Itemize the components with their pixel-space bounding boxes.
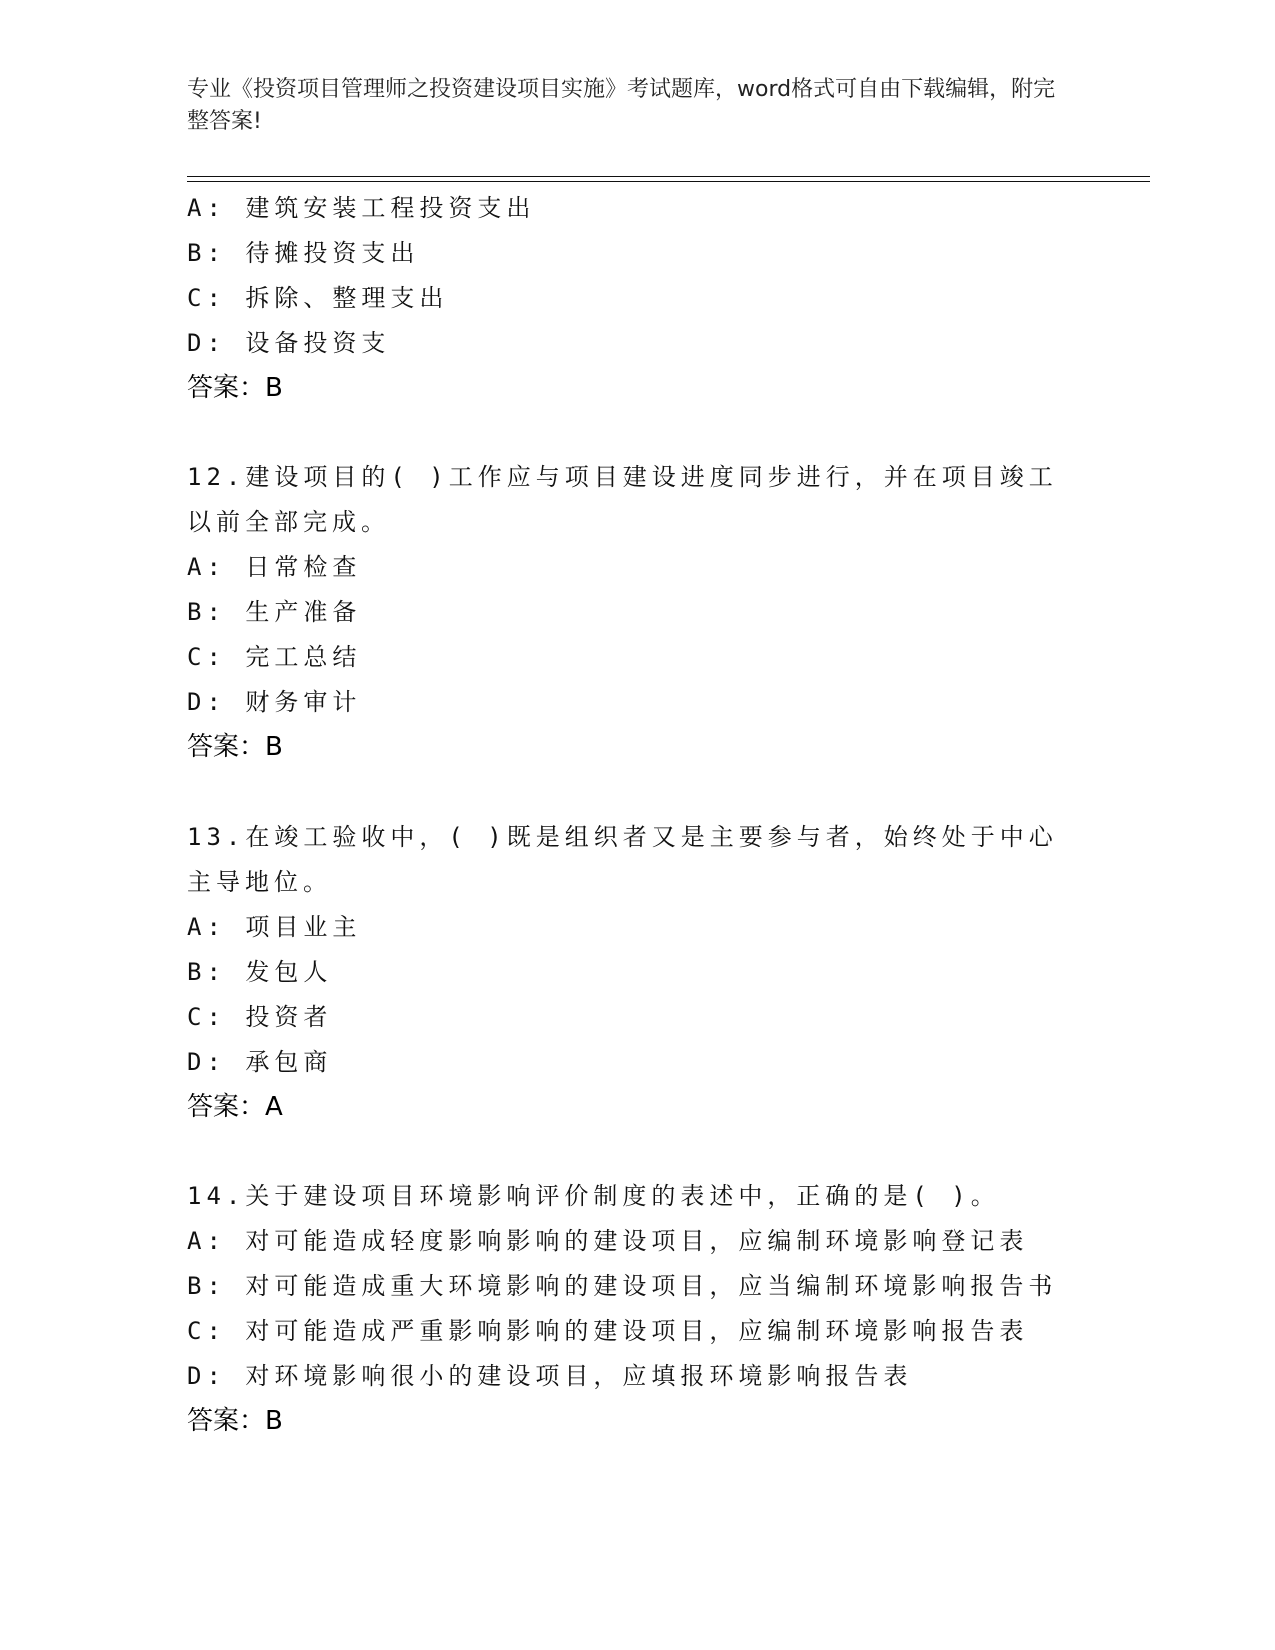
q14-answer: 答案：B [187,1406,283,1436]
q12-question-line1: 12.建设项目的( )工作应与项目建设进度同步进行，并在项目竣工 [187,463,1058,491]
q14-option-d: D: 对环境影响很小的建设项目，应填报环境影响报告表 [187,1362,913,1390]
q14-question-line1: 14.关于建设项目环境影响评价制度的表述中，正确的是( )。 [187,1182,1000,1210]
q11-option-b: B: 待摊投资支出 [187,239,420,267]
header-divider-top [187,176,1150,177]
q11-answer: 答案：B [187,373,283,403]
q12-question-line2: 以前全部完成。 [187,508,390,536]
q11-option-a: A: 建筑安装工程投资支出 [187,194,536,222]
q12-answer: 答案：B [187,732,283,762]
q13-answer: 答案：A [187,1092,283,1122]
q12-option-d: D: 财务审计 [187,688,362,716]
q13-question-line2: 主导地位。 [187,868,332,896]
q11-option-c: C: 拆除、整理支出 [187,284,449,312]
q13-option-a: A: 项目业主 [187,913,362,941]
q12-option-a: A: 日常检查 [187,553,362,581]
q12-option-c: C: 完工总结 [187,643,362,671]
q13-option-b: B: 发包人 [187,958,333,986]
q11-option-d: D: 设备投资支 [187,329,391,357]
q14-option-b: B: 对可能造成重大环境影响的建设项目，应当编制环境影响报告书 [187,1272,1058,1300]
document-header: 专业《投资项目管理师之投资建设项目实施》考试题库，word格式可自由下载编辑，附完整答案! [187,77,1056,134]
q12-option-b: B: 生产准备 [187,598,362,626]
q13-question-line1: 13.在竣工验收中，( )既是组织者又是主要参与者，始终处于中心 [187,823,1058,851]
q14-option-a: A: 对可能造成轻度影响影响的建设项目，应编制环境影响登记表 [187,1227,1029,1255]
q13-option-c: C: 投资者 [187,1003,333,1031]
q13-option-d: D: 承包商 [187,1048,333,1076]
header-divider-bottom [187,181,1150,182]
q14-option-c: C: 对可能造成严重影响影响的建设项目，应编制环境影响报告表 [187,1317,1029,1345]
